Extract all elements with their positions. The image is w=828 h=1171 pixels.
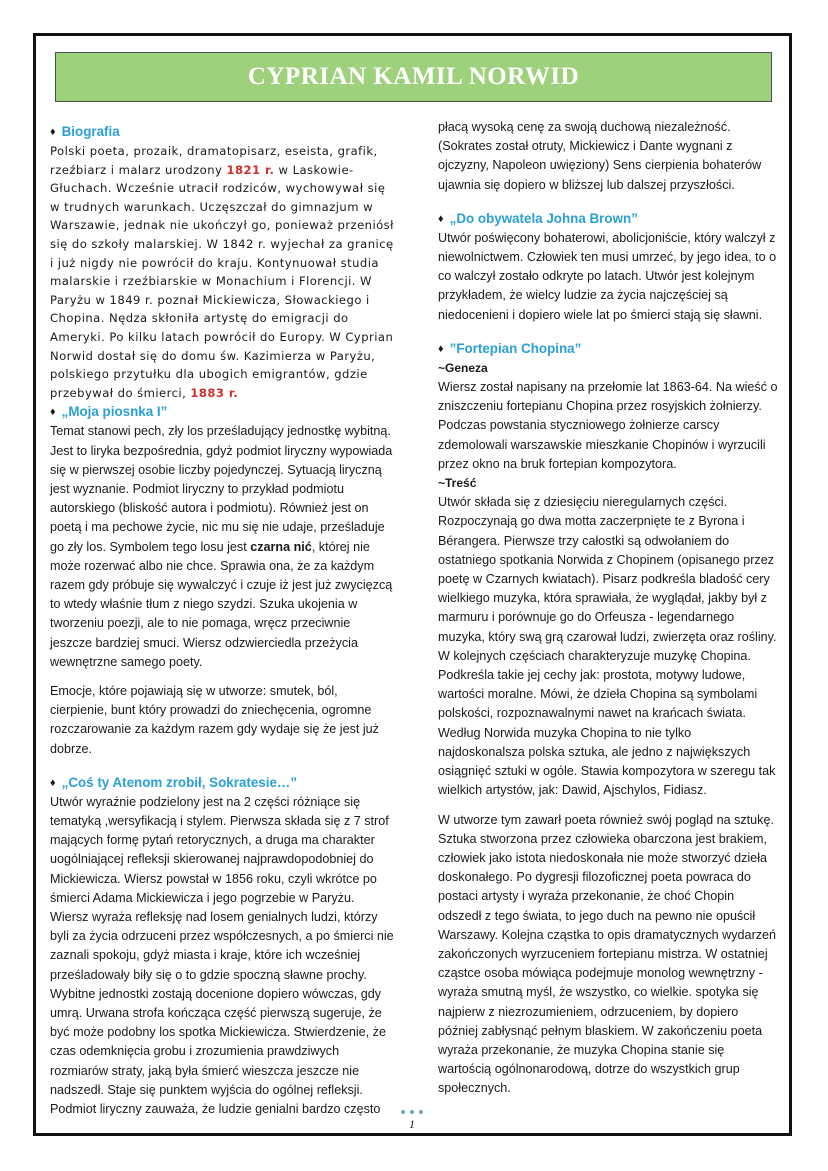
page-title: CYPRIAN KAMIL NORWID (247, 63, 580, 90)
birth-year: 1821 r. (226, 162, 275, 177)
section-heading-john-brown: ♦ „Do obywatela Johna Brown” (438, 209, 778, 229)
geneza-label: ~Geneza (438, 360, 488, 375)
section-heading-biografia: ♦ Biografia (50, 122, 395, 142)
cos-ty-atenom-continued: płacą wysoką cenę za swoją duchową niezależność. (Sokrates został otruty, Mickiewicz i Dante wygnani z ojczyzny, Napoleon uwięziony) Sens cierpienia bohaterów ujawnia się dopiero w bliższej lub dalszej przyszłości. (438, 120, 762, 192)
john-brown-paragraph: Utwór poświęcony bohaterowi, abolicjoniście, który walczył z niewolnictwem. Człowiek ten musi umrzeć, by jego idea, to o co walczył zostało odkryte po latach. Utwór jest kolejnym przykładem, że wielcy ludzie za życia najczęściej są niedocenieni i dopiero wiele lat po śmierci stają się sławni. (438, 230, 777, 322)
death-year: 1883 r. (190, 385, 239, 400)
diamond-bullet-icon: ♦ (50, 406, 56, 419)
page-dots-icon (401, 1110, 423, 1114)
geneza-paragraph: Wiersz został napisany na przełomie lat 1863-64. Na wieść o zniszczeniu fortepianu Chopina przez rosyjskich żołnierzy. Podczas powstania styczniowego żołnierze carscy zdemolowali warszawskie mieszkanie Chopinów i wyrzucili przez okno na bruk fortepian kompozytora. (438, 380, 778, 471)
tresc-paragraph: Utwór składa się z dziesięciu nieregularnych części. Rozpoczynają go dwa motta zaczerpnięte te z Byrona i Bérangera. Pierwsze trzy całostki są odwołaniem do ostatniego spotkania Norwida z Chopinem (opisanego przez poetę w Czarnych kwiatach). Pisarz podkreśla bladość cery wielkiego muzyka, która sprawiała, że wyglądał, jakby był z marmuru i porównuje go do Orfeusza - legendarnego muzyka, który swą grą czarował ludzi, zwierzęta oraz rośliny. W kolejnych częściach charakteryzuje muzykę Chopina. Podkreśla takie jej cechy jak: prostota, motywy ludowe, wartości moralne. Mówi, że dzieła Chopina są symbolami polskości, rozpoznawalnymi nawet na krańcach świata. Według Norwida muzyka Chopina to nie tylko najdoskonalsza polska sztuka, ale jedno z największych osiągnięć sztuki w ogóle. Stawia kompozytora w szeregu tak wielkich artystów, jak: Dawid, Ajschylos, Fidiasz. (438, 495, 777, 798)
section-heading-fortepian-chopina: ♦ ”Fortepian Chopina” (438, 339, 778, 359)
diamond-bullet-icon: ♦ (50, 776, 56, 789)
diamond-bullet-icon: ♦ (438, 212, 444, 225)
left-column (50, 122, 395, 1119)
moja-piosnka-paragraph: Temat stanowi pech, zły los prześladujący jednostkę wybitną. Jest to liryka bezpośrednia, gdyż podmiot liryczny wypowiada się w pierwszej osobie liczby pojedynczej. Sytuacją liryczną jest wyznanie. Podmiot liryczny to przykład podmiotu autorskiego (bliskość autora i podmiotu). Również jest on poetą i ma pechowe życie, nic mu się nie udaje, prześladuje go zły los. Symbolem tego losu jest czarna nić, której nie może rozerwać albo nie chce. Sprawia ona, że za każdym razem gdy próbuje się wywalczyć i czuje iż jest już zwycięzcą to wtedy właśnie tłum z niego szydzi. Szuka ukojenia w tworzeniu poezji, ale to nie pomaga, wręcz przeciwnie jeszcze bardziej smuci. Wiersz odzwierciedla przeżycia wewnętrzne samego poety. (50, 424, 393, 669)
diamond-bullet-icon: ♦ (50, 126, 56, 138)
diamond-bullet-icon: ♦ (438, 342, 444, 355)
moja-piosnka-emotions: Emocje, które pojawiają się w utworze: smutek, ból, cierpienie, bunt który prowadzi do zniechęcenia, ogromne rozczarowanie za każdym razem gdy wydaje się że jest już dobrze. (50, 683, 379, 756)
fortepian-closing-paragraph: W utworze tym zawarł poeta również swój pogląd na sztukę. Sztuka stworzona przez człowieka obarczona jest brakiem, człowiek jako istota niedoskonała nie może stworzyć dzieła doskonałego. Po dygresji filozoficznej poeta powraca do postaci artysty i wyraża przekonanie, że choć Chopin odszedł z tego świata, to jego duch na pewno nie opuścił Warszawy. Kolejna cząstka to opis dramatycznych wydarzeń zakończonych wyrzuceniem fortepianu mistrza. W ostatniej cząstce osoba mówiąca podejmuje monolog wewnętrzny - wyraża smutną myśl, że wszystko, co wielkie. spotyka się najpierw z niezrozumieniem, odrzuceniem, by dopiero później zabłysnąć pełnym blaskiem. W zakończeniu poeta wyraża przekonanie, że muzyka Chopina stanie się wartością ogólnonarodową, dotrze do wszystkich grup społecznych. (438, 812, 777, 1096)
tresc-label: ~Treść (438, 476, 477, 491)
biografia-text: Polski poeta, prozaik, dramatopisarz, eseista, grafik, rzeźbiarz i malarz urodzony 1821 r. w Laskowie-Głuchach. Wcześnie utracił rodziców, wychowywał się w trudnych warunkach. Uczęszczał do gimnazjum w Warszawie, jednak nie ukończył go, ponieważ przeniósł się do szkoły malarskiej. W 1842 r. wyjechał za granicę i już nigdy nie powrócił do kraju. Kontynuował studia malarskie i rzeźbiarskie w Monachium i Florencji. W Paryżu w 1849 r. poznał Mickiewicza, Słowackiego i Chopina. Nędza skłoniła artystę do emigracji do Ameryki. Po kilku latach powrócił do Europy. W Cyprian Norwid dostał się do domu św. Kazimierza w Paryżu, polskiego przytułku dla ubogich emigrantów, gdzie przebywał do śmierci, 1883 r. (50, 144, 394, 400)
czarna-nic-emphasis: czarna nić (250, 539, 312, 554)
title-banner (55, 52, 772, 102)
page-number: 1 (409, 1117, 415, 1131)
section-heading-cos-ty-atenom: ♦ „Coś ty Atenom zrobił, Sokratesie…” (50, 773, 395, 793)
section-heading-moja-piosnka: ♦ „Moja piosnka I” (50, 402, 395, 422)
cos-ty-atenom-paragraph: Utwór wyraźnie podzielony jest na 2 części różniące się tematyką ,wersyfikacją i stylem. Pierwsza składa się z 7 strof mających formę pytań retorycznych, a druga ma charakter uogólniającej refleksji skierowanej najprawdopodobniej do Mickiewicza. Wiersz powstał w 1856 roku, czyli wkrótce po śmierci Adama Mickiewicza i jego pogrzebie w Paryżu. Wiersz wyraża refleksję nad losem genialnych ludzi, którzy byli za życia odrzuceni przez współczesnych, a po śmierci nie zaznali spokoju, gdyż miasta i kraje, które ich wcześniej prześladowały biły się o to gdzie spoczną sławne prochy. Wybitne jednostki zostają docenione dopiero wówczas, gdy umrą. Urwana strofa kończąca część pierwszą sugeruje, że być może podobny los spotka Mickiewicza. Stwierdzenie, że czas odemknięcia grobu i zrozumienia prawdziwych rozmiarów straty, jaką była śmierć wieszcza jeszcze nie nadszedł. Staje się punktem wyjścia do ogólnej refleksji. Podmiot liryczny zauważa, że ludzie genialni bardzo często (50, 794, 394, 1117)
right-column (438, 118, 778, 1099)
